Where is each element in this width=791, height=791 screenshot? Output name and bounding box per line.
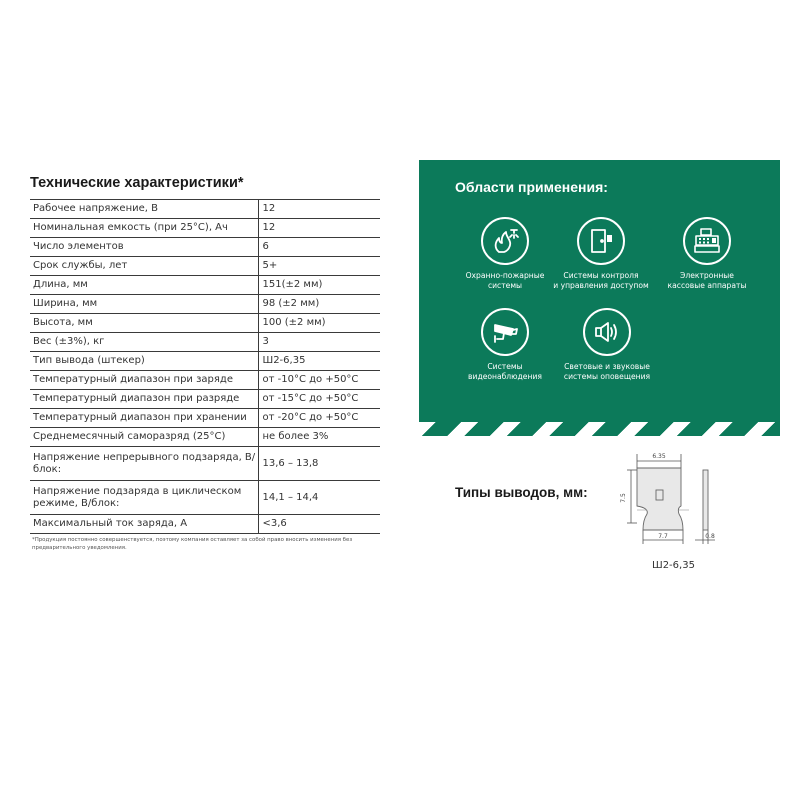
- spec-label: Температурный диапазон при заряде: [30, 371, 258, 390]
- spec-value: 3: [258, 333, 380, 352]
- specs-table: [30, 199, 380, 534]
- spec-label: Максимальный ток заряда, А: [30, 515, 258, 534]
- application-cash-register: [647, 217, 767, 291]
- spec-label: Напряжение непрерывного подзаряда, В/блок:: [30, 447, 258, 481]
- application-label: Системы видеонаблюдения: [468, 362, 542, 381]
- spec-label: Высота, мм: [30, 314, 258, 333]
- spec-value: от -15°C до +50°C: [258, 390, 380, 409]
- fire-alarm-icon: [481, 217, 529, 265]
- spec-label: Рабочее напряжение, В: [30, 200, 258, 219]
- applications-title: Области применения:: [455, 179, 608, 195]
- table-row: [30, 371, 380, 390]
- spec-value: от -20°C до +50°C: [258, 409, 380, 428]
- dim-thickness: 0.8: [705, 533, 715, 540]
- spec-value: 12: [258, 200, 380, 219]
- spec-label: Тип вывода (штекер): [30, 352, 258, 371]
- application-label: Системы контроля и управления доступом: [553, 271, 649, 290]
- dim-width: 6.35: [652, 453, 666, 460]
- spec-label: Температурный диапазон при разряде: [30, 390, 258, 409]
- table-row: [30, 200, 380, 219]
- application-speaker: [547, 308, 667, 382]
- spec-value: <3,6: [258, 515, 380, 534]
- dim-base: 7.7: [658, 533, 668, 540]
- table-row: [30, 409, 380, 428]
- spec-value: 98 (±2 мм): [258, 295, 380, 314]
- spec-label: Длина, мм: [30, 276, 258, 295]
- table-row: [30, 447, 380, 481]
- application-label: Охранно-пожарные системы: [465, 271, 545, 290]
- table-row: [30, 390, 380, 409]
- table-row: [30, 257, 380, 276]
- spec-label: Срок службы, лет: [30, 257, 258, 276]
- spec-label: Напряжение подзаряда в циклическом режиме, В/блок:: [30, 481, 258, 515]
- access-control-icon: [577, 217, 625, 265]
- spec-value: 100 (±2 мм): [258, 314, 380, 333]
- cash-register-icon: [683, 217, 731, 265]
- table-row: [30, 333, 380, 352]
- applications-panel: [419, 160, 780, 436]
- spec-value: 14,1 – 14,4: [258, 481, 380, 515]
- table-row: [30, 219, 380, 238]
- table-row: [30, 276, 380, 295]
- table-row: [30, 295, 380, 314]
- dim-height: 7.5: [620, 493, 627, 503]
- striped-border: [419, 422, 780, 436]
- spec-value: 151(±2 мм): [258, 276, 380, 295]
- spec-value: 6: [258, 238, 380, 257]
- specs-title: Технические характеристики*: [30, 175, 244, 191]
- spec-value: Ш2-6,35: [258, 352, 380, 371]
- spec-label: Вес (±3%), кг: [30, 333, 258, 352]
- table-row: [30, 352, 380, 371]
- terminal-drawing: [615, 448, 725, 553]
- footnote: *Продукция постоянно совершенствуется, поэтому компания оставляет за собой право вносить изменения без предварительного уведомления.: [32, 537, 353, 551]
- table-row: [30, 238, 380, 257]
- spec-label: Ширина, мм: [30, 295, 258, 314]
- spec-value: не более 3%: [258, 428, 380, 447]
- spec-label: Среднемесячный саморазряд (25°C): [30, 428, 258, 447]
- terminal-types-title: Типы выводов, мм:: [455, 485, 588, 500]
- spec-value: 12: [258, 219, 380, 238]
- spec-label: Номинальная емкость (при 25°C), Ач: [30, 219, 258, 238]
- table-row: [30, 515, 380, 534]
- terminal-caption: Ш2-6,35: [652, 560, 695, 571]
- table-row: [30, 481, 380, 515]
- application-label: Световые и звуковые системы оповещения: [563, 362, 651, 381]
- spec-label: Температурный диапазон при хранении: [30, 409, 258, 428]
- spec-value: от -10°C до +50°C: [258, 371, 380, 390]
- spec-label: Число элементов: [30, 238, 258, 257]
- application-label: Электронные кассовые аппараты: [667, 271, 747, 290]
- spec-value: 5+: [258, 257, 380, 276]
- table-row: [30, 428, 380, 447]
- cctv-camera-icon: [481, 308, 529, 356]
- application-access-control: [541, 217, 661, 291]
- table-row: [30, 314, 380, 333]
- speaker-icon: [583, 308, 631, 356]
- spec-value: 13,6 – 13,8: [258, 447, 380, 481]
